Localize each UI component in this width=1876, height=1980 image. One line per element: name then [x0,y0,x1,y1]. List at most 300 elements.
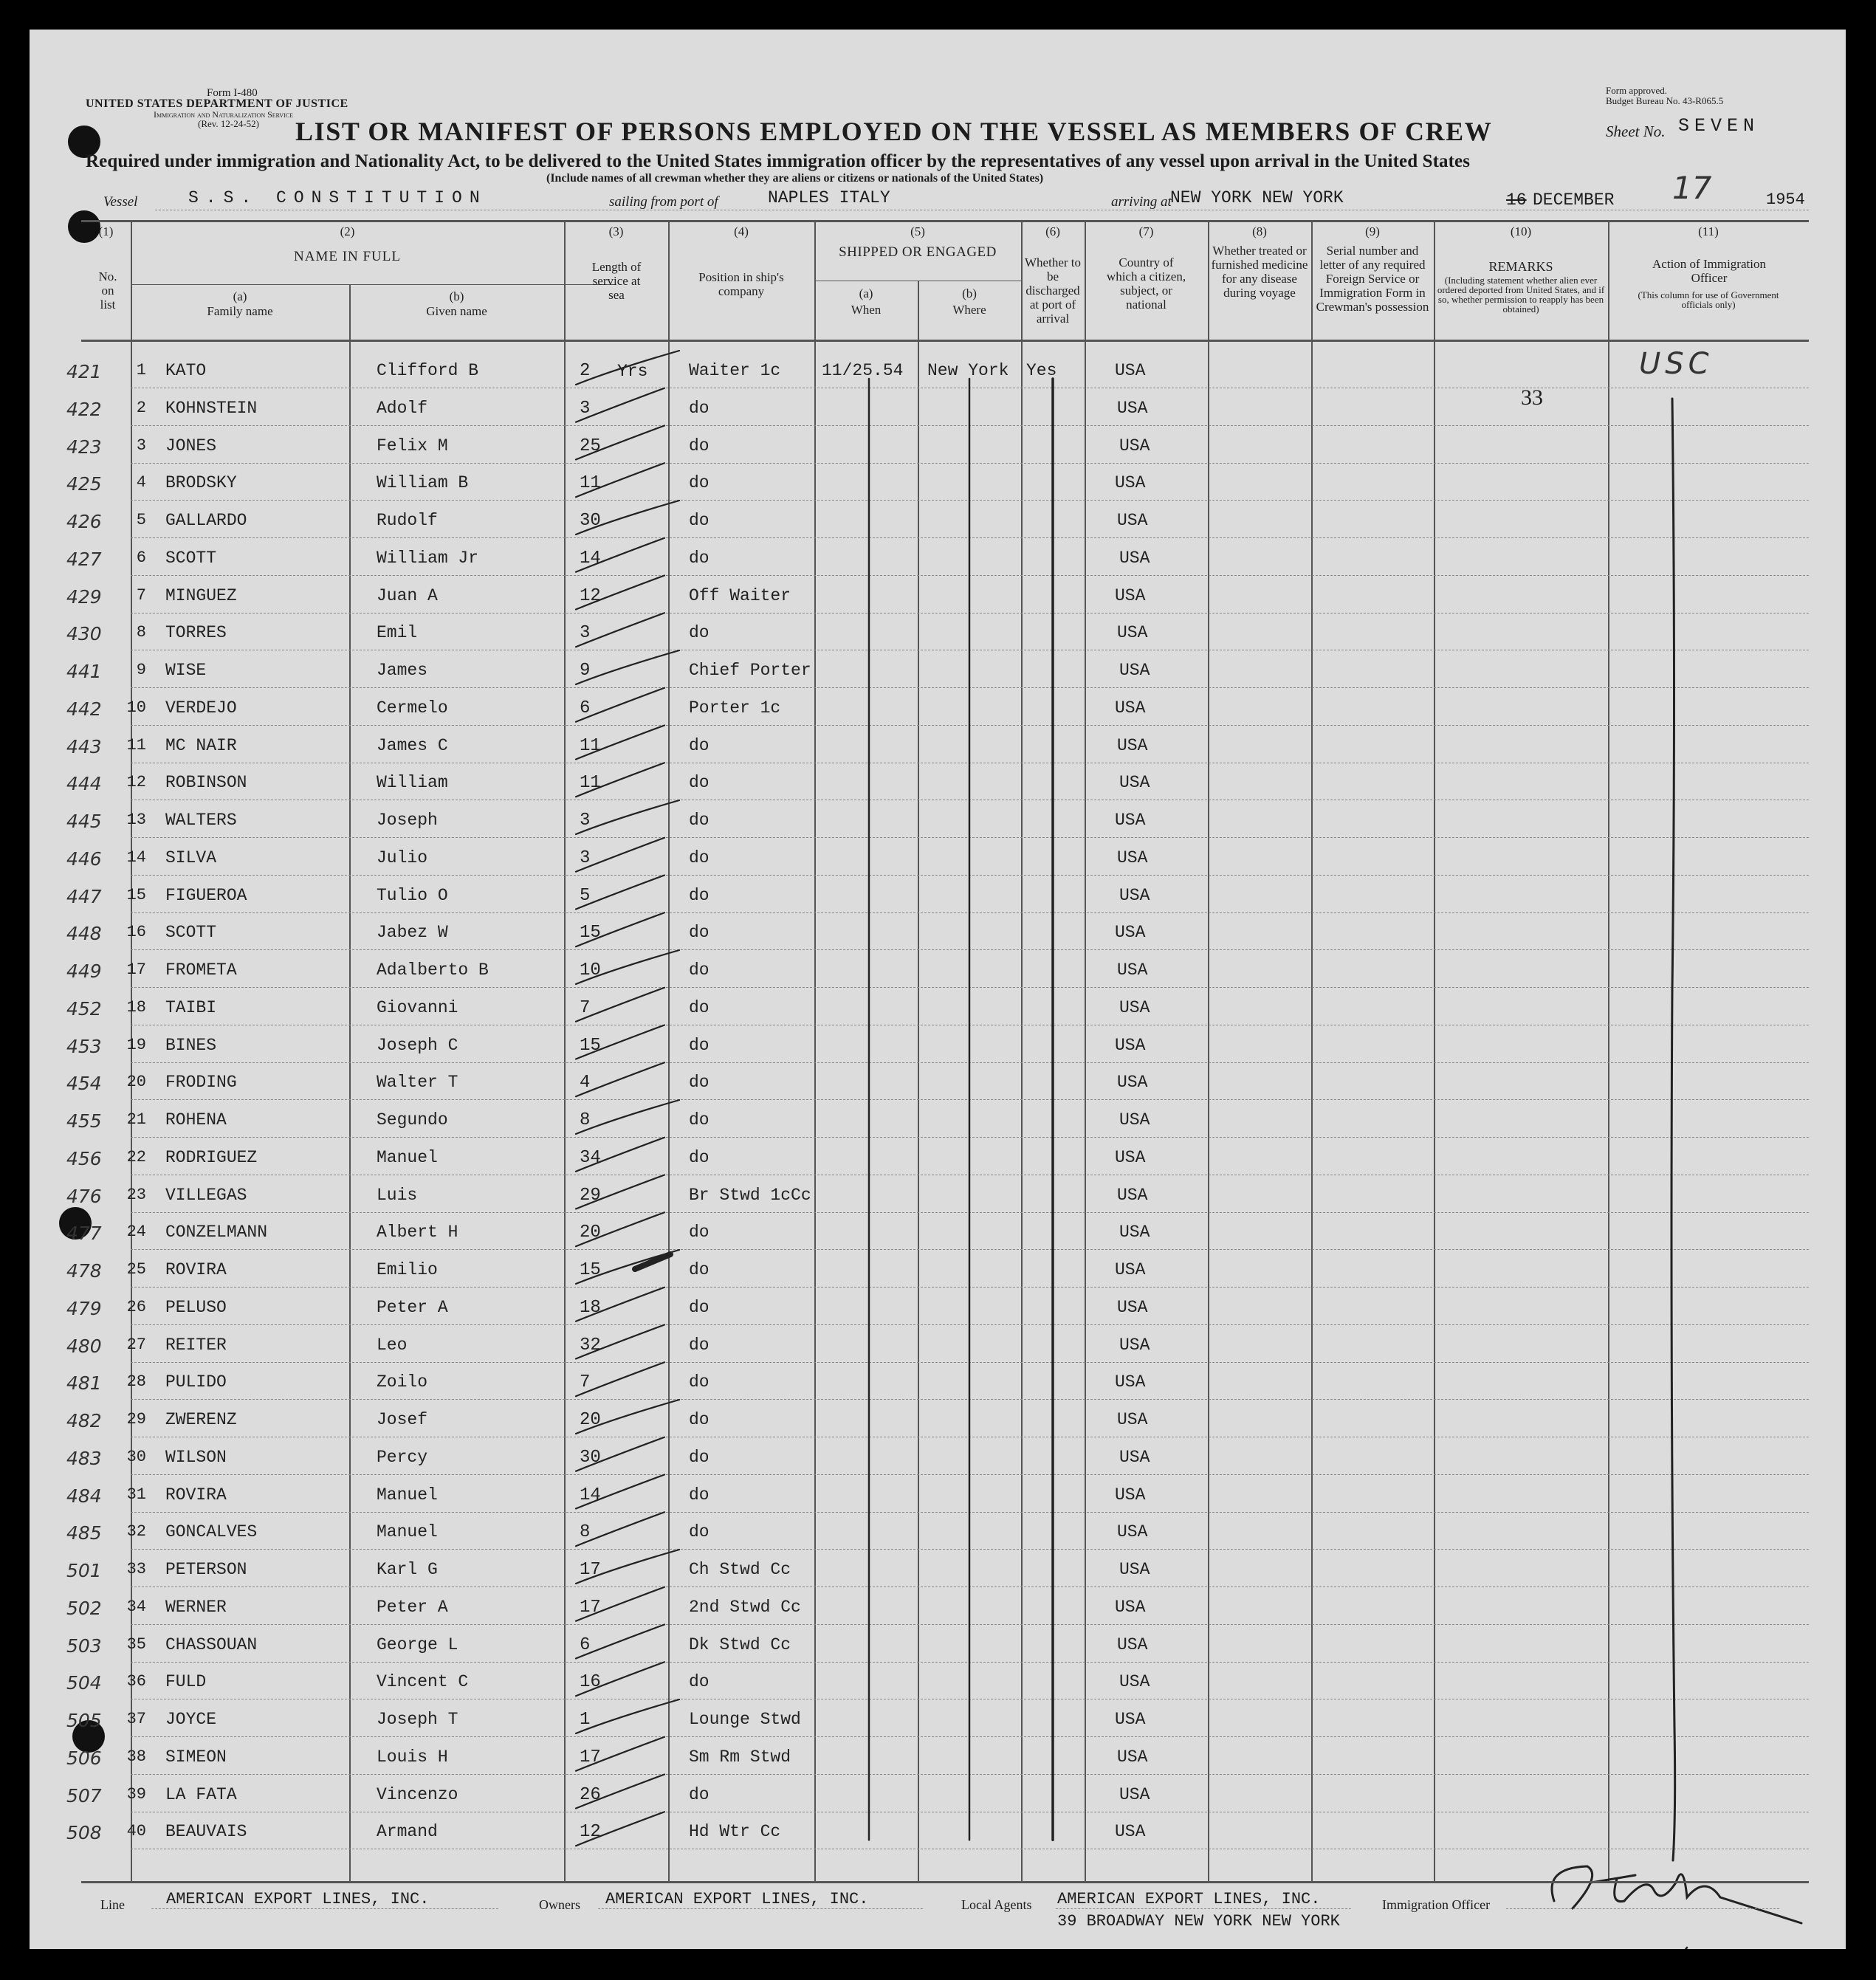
position: do [689,848,709,867]
position: do [689,1447,709,1467]
length-strike [576,501,679,534]
length-of-service: 9 [580,661,591,681]
row-number: 35 [126,1634,146,1654]
given-name: George L [377,1634,458,1654]
given-name: Luis [377,1185,418,1205]
position: do [689,960,709,980]
revision: (Rev. 12-24-52) [198,118,259,129]
checkmark-stroke [1665,1948,1687,1949]
col4-header: Position in ship's company [698,270,784,298]
col11-note: (This column for use of Government officials only) [1638,289,1779,310]
length-strike [576,1662,664,1696]
row-number: 36 [126,1672,146,1691]
country: USA [1119,436,1150,456]
length-of-service: 3 [580,848,591,868]
handwritten-number: 479 [66,1297,102,1319]
col3-number: (3) [608,224,624,238]
family-name: ROVIRA [165,1485,227,1505]
length-strike [576,1025,664,1059]
length-strike [576,1288,664,1321]
country: USA [1115,361,1146,380]
given-name: James [377,661,428,680]
length-of-service: 8 [580,1522,591,1543]
country: USA [1119,1110,1150,1130]
handwritten-number: 483 [66,1447,102,1469]
country: USA [1117,735,1148,755]
subtitle: Required under immigration and Nationality Act, to be delivered to the United States immigration officer by the representatives of any vessel upon arrival in the United States [86,151,1471,171]
length-of-service: 29 [580,1185,601,1206]
country: USA [1119,1447,1150,1467]
length-strike [576,1100,679,1134]
family-name: MC NAIR [165,735,237,755]
handwritten-number: 422 [66,398,102,420]
col9-number: (9) [1365,224,1380,238]
row-number: 18 [126,997,146,1017]
col3-header: Length of service at sea [591,260,642,302]
position: do [689,1672,709,1692]
family-name: PELUSO [165,1297,227,1317]
handwritten-number: 453 [66,1035,102,1057]
length-of-service: 4 [580,1073,591,1093]
given-name: Juan A [377,585,438,605]
col10-header: REMARKS [1488,259,1553,274]
given-name: Emilio [377,1260,438,1279]
handwritten-number: 507 [66,1784,102,1807]
length-strike [576,726,664,760]
handwritten-number: 449 [66,960,102,982]
given-name: Giovanni [377,997,458,1017]
country: USA [1115,1260,1146,1279]
family-name: PULIDO [165,1372,227,1392]
position: 2nd Stwd Cc [689,1597,801,1617]
family-name: ROBINSON [165,773,247,793]
pen-marks [30,30,1846,1949]
length-of-service: 3 [580,811,591,831]
handwritten-number: 445 [66,811,102,832]
country: USA [1117,1073,1148,1093]
row-number: 5 [136,511,146,529]
family-name: SIMEON [165,1747,227,1767]
col7-header: Country of which a citizen, subject, or national [1106,255,1186,312]
col5a-header: When [851,303,882,317]
row-number: 17 [126,960,146,979]
length-of-service: 10 [580,960,601,980]
position: do [689,436,709,456]
col6-number: (6) [1045,224,1060,238]
row-number: 16 [126,923,146,942]
length-of-service: 7 [580,997,591,1018]
row-number: 40 [126,1822,146,1841]
family-name: KOHNSTEIN [165,398,258,418]
given-name: William [377,773,448,793]
col2-header: NAME IN FULL [294,249,401,264]
length-of-service: 7 [580,1372,591,1393]
handwritten-number: 503 [66,1634,102,1657]
length-strike [576,1699,679,1733]
length-strike [576,388,664,422]
from-label: sailing from port of [609,194,718,210]
given-name: Cermelo [377,698,448,718]
row-number: 26 [126,1297,146,1316]
row-number: 27 [126,1335,146,1354]
col9-header: Serial number and letter of any required Foreign Service or Immigration Form in Crewman's possession [1316,244,1429,314]
family-name: SCOTT [165,923,217,943]
manifest-sheet [30,30,1846,1949]
length-of-service: 17 [580,1597,601,1618]
country: USA [1115,1485,1146,1505]
length-strike [576,1475,664,1509]
length-of-service: 11 [580,735,601,756]
given-name: Manuel [377,1485,438,1505]
length-of-service: 20 [580,1223,601,1243]
length-strike [576,1512,664,1546]
line-label: Line [100,1897,125,1912]
handwritten-number: 423 [66,436,102,458]
family-name: WILSON [165,1447,227,1467]
row-number: 24 [126,1223,146,1242]
handwritten-number: 485 [66,1522,102,1544]
given-name: William B [377,473,469,493]
length-of-service: 14 [580,548,601,568]
row-number: 21 [126,1110,146,1129]
col11-number: (11) [1698,224,1719,238]
agents-address: 39 BROADWAY NEW YORK NEW YORK [1057,1912,1340,1931]
family-name: PETERSON [165,1560,247,1579]
handwritten-number: 454 [66,1073,102,1095]
col5b-header: Where [952,303,986,317]
col5-number: (5) [910,224,925,238]
family-name: FRODING [165,1073,237,1093]
length-strike [576,763,664,797]
handwritten-number: 481 [66,1372,102,1395]
family-name: LA FATA [165,1784,237,1804]
shipped-where: New York [927,361,1009,380]
country: USA [1117,1522,1148,1542]
family-name: JOYCE [165,1710,217,1729]
country: USA [1115,1822,1146,1842]
length-of-service: 6 [580,1634,591,1655]
family-name: RODRIGUEZ [165,1147,258,1167]
col1-header: No. on list [98,269,117,312]
position: Sm Rm Stwd [689,1747,791,1767]
position: Lounge Stwd [689,1710,801,1729]
country: USA [1115,698,1146,718]
length-strike [576,1587,664,1621]
country: USA [1117,1297,1148,1317]
position: Hd Wtr Cc [689,1822,781,1842]
day-struck: 16 [1506,190,1527,210]
shipped-when: 11/25.54 [822,361,904,380]
handwritten-number: 448 [66,923,102,945]
family-name: ROVIRA [165,1260,227,1279]
position: do [689,1335,709,1355]
handwritten-number: 429 [66,585,102,608]
handwritten-number: 506 [66,1747,102,1769]
col8-number: (8) [1252,224,1267,238]
col2b-number: (b) [449,289,464,303]
position: do [689,473,709,493]
approval-line-1: Form approved. [1606,85,1668,96]
given-name: Jabez W [377,923,448,943]
given-name: Manuel [377,1522,438,1542]
length-of-service: 8 [580,1110,591,1130]
officer-line [1671,399,1675,1860]
country: USA [1117,1410,1148,1429]
from-port: NAPLES ITALY [768,188,890,207]
length-of-service: 30 [580,1447,601,1468]
length-strike [576,800,679,834]
country: USA [1119,1672,1150,1692]
length-of-service: 18 [580,1297,601,1318]
position: Porter 1c [689,698,781,718]
row-number: 3 [136,436,146,455]
row-number: 22 [126,1147,146,1166]
length-strike [576,650,679,684]
country: USA [1117,960,1148,980]
length-strike [576,1325,664,1359]
handwritten-number: 455 [66,1110,102,1132]
length-of-service: 15 [580,1260,601,1280]
country: USA [1115,585,1146,605]
position: do [689,1073,709,1093]
length-strike [576,351,679,385]
length-strike [576,988,664,1022]
position: do [689,1223,709,1242]
position: do [689,398,709,418]
family-name: TAIBI [165,997,217,1017]
given-name: Peter A [377,1297,448,1317]
length-of-service: 17 [580,1747,601,1767]
family-name: CHASSOUAN [165,1634,258,1654]
country: USA [1117,623,1148,643]
sheet-label: Sheet No. [1606,123,1666,140]
position: Ch Stwd Cc [689,1560,791,1579]
note: (Include names of all crewman whether they are aliens or citizens or nationals of the United States) [546,172,1044,185]
country: USA [1115,1147,1146,1167]
col8-header: Whether treated or furnished medicine for any disease during voyage [1211,244,1308,300]
row-number: 29 [126,1410,146,1429]
family-name: WALTERS [165,811,237,830]
length-of-service: 30 [580,511,601,531]
row-number: 14 [126,848,146,867]
col2-number: (2) [340,224,355,238]
row-number: 32 [126,1522,146,1541]
row-number: 9 [136,661,146,679]
length-strike [576,1362,664,1396]
family-name: SCOTT [165,548,217,568]
col5b-number: (b) [962,286,977,300]
given-name: Joseph T [377,1710,458,1729]
length-of-service: 11 [580,473,601,494]
length-strike [576,1737,664,1771]
row-number: 12 [126,773,146,792]
position: Dk Stwd Cc [689,1634,791,1654]
position: do [689,548,709,568]
length-strike [576,950,679,984]
length-of-service: 16 [580,1672,601,1693]
country: USA [1115,1597,1146,1617]
country: USA [1115,923,1146,943]
country: USA [1119,1784,1150,1804]
row-number: 13 [126,811,146,829]
handwritten-number: 421 [66,361,102,382]
handwritten-number: 477 [66,1223,102,1245]
family-name: JONES [165,436,217,456]
row-number: 7 [136,585,146,605]
country: USA [1119,548,1150,568]
col2b-header: Given name [426,304,487,318]
length-strike [576,876,664,910]
length-strike [576,1138,664,1172]
remarks-note: 33 [1521,385,1543,410]
handwritten-number: 441 [66,661,102,682]
agents-label: Local Agents [961,1897,1032,1912]
length-of-service: 6 [580,698,591,718]
country: USA [1119,1223,1150,1242]
length-of-service: 34 [580,1147,601,1168]
vessel-name: S.S. CONSTITUTION [188,188,487,207]
row-number: 6 [136,548,146,567]
family-name: BRODSKY [165,473,237,493]
given-name: Albert H [377,1223,458,1242]
col10-note: (Including statement whether alien ever ordered deported from United States, and if so, whether permission to reapply has been obtained) [1437,275,1605,314]
col5a-number: (a) [859,286,873,300]
given-name: James C [377,735,448,755]
length-of-service: 14 [580,1485,601,1505]
length-of-service: 2 [580,361,591,381]
row-number: 10 [126,698,146,717]
col6-header: Whether to be discharged at port of arrival [1025,255,1081,326]
given-name: Leo [377,1335,408,1355]
length-strike [576,1775,664,1809]
given-name: Louis H [377,1747,448,1767]
length-of-service: 15 [580,1035,601,1056]
row-number: 39 [126,1784,146,1804]
handwritten-number: 442 [66,698,102,720]
col7-number: (7) [1138,224,1154,238]
family-name: WISE [165,661,207,680]
given-name: Emil [377,623,418,643]
handwritten-number: 508 [66,1822,102,1844]
row-number: 11 [126,735,146,754]
position: Waiter 1c [689,361,781,380]
row-number: 31 [126,1485,146,1504]
given-name: Karl G [377,1560,438,1579]
department: UNITED STATES DEPARTMENT OF JUSTICE [86,97,348,110]
col1-number: (1) [98,224,114,238]
handwritten-number: 430 [66,623,102,645]
line-value: AMERICAN EXPORT LINES, INC. [166,1890,430,1908]
length-of-service: 3 [580,398,591,419]
country: USA [1119,773,1150,793]
length-strike [576,463,664,497]
given-name: Josef [377,1410,428,1429]
given-name: Vincent C [377,1672,469,1692]
length-strike [576,1437,664,1471]
country: USA [1117,398,1148,418]
officer-mark: USC [1639,347,1714,381]
length-strike [576,838,664,872]
owners-label: Owners [539,1897,580,1912]
country: USA [1115,1035,1146,1055]
row-number: 33 [126,1560,146,1578]
handwritten-number: 476 [66,1185,102,1207]
position: do [689,773,709,793]
length-strike [576,1400,679,1434]
sheet-number-value: SEVEN [1678,115,1760,137]
length-of-service: 5 [580,885,591,906]
approval-line-2: Budget Bureau No. 43-R065.5 [1606,95,1724,106]
given-name: Joseph [377,811,438,830]
country: USA [1119,885,1150,905]
position: do [689,1297,709,1317]
family-name: VILLEGAS [165,1185,247,1205]
family-name: TORRES [165,623,227,643]
family-name: FULD [165,1672,207,1692]
row-number: 37 [126,1710,146,1728]
family-name: MINGUEZ [165,585,237,605]
family-name: WERNER [165,1597,227,1617]
country: USA [1119,997,1150,1017]
first-row-unit: Yrs [617,362,648,381]
position: Chief Porter [689,661,811,680]
position: do [689,1260,709,1279]
country: USA [1117,848,1148,867]
row-number: 4 [136,473,146,492]
vessel-label: Vessel [103,194,138,210]
length-strike [576,688,664,722]
handwritten-number: 501 [66,1560,102,1581]
position: Br Stwd 1cCc [689,1185,811,1205]
position: do [689,1485,709,1505]
handwritten-number: 452 [66,997,102,1020]
handwritten-number: 443 [66,735,102,757]
col11-header: Action of Immigration Officer [1652,257,1766,285]
handwritten-number: 478 [66,1260,102,1282]
length-strike [576,1175,664,1209]
family-name: GALLARDO [165,511,247,530]
given-name: Julio [377,848,428,867]
owners-value: AMERICAN EXPORT LINES, INC. [605,1890,869,1908]
given-name: Felix M [377,436,448,456]
length-of-service: 25 [580,436,601,456]
row-number: 8 [136,623,146,642]
country: USA [1119,661,1150,680]
length-strike [576,426,664,460]
handwritten-number: 456 [66,1147,102,1169]
position: do [689,623,709,643]
position: Off Waiter [689,585,791,605]
position: do [689,811,709,830]
family-name: SILVA [165,848,217,867]
position: do [689,997,709,1017]
length-of-service: 12 [580,1822,601,1843]
position: do [689,1372,709,1392]
length-of-service: 20 [580,1410,601,1430]
position: do [689,735,709,755]
given-name: Clifford B [377,361,479,380]
family-name: FIGUEROA [165,885,247,905]
handwritten-number: 427 [66,548,102,570]
position: do [689,1410,709,1429]
family-name: ZWERENZ [165,1410,237,1429]
position: do [689,923,709,943]
country: USA [1119,1560,1150,1579]
col5-header: SHIPPED OR ENGAGED [839,244,997,260]
length-strike [576,912,664,946]
given-name: Adolf [377,398,428,418]
arriving-label: arriving at [1111,194,1172,210]
